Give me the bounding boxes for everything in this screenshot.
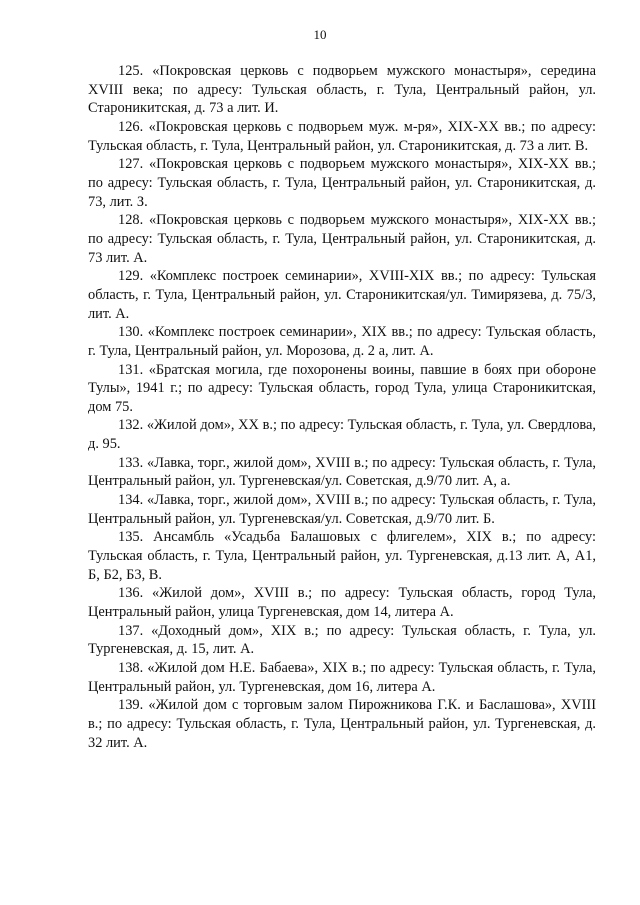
page-number: 10 [313,27,327,42]
list-item: 131. «Братская могила, где похоронены воины, павшие в боях при обороне Тулы», 1941 г.; по адресу: Тульская область, город Тула, улица Староникитская, дом 75. [88,361,596,415]
list-item: 129. «Комплекс построек семинарии», XVIII-XIX вв.; по адресу: Тульская область, г. Тула, Центральный район, ул. Староникитская/ул. Тимирязева, д. 75/3, лит. А. [88,268,596,322]
list-item: 139. «Жилой дом с торговым залом Пирожникова Г.К. и Баслашова», XVIII в.; по адресу: Тульская область, г. Тула, Центральный район, ул. Тургеневская, д. 32 лит. А. [88,697,596,751]
list-item: 128. «Покровская церковь с подворьем мужского монастыря», XIX-XX вв.; по адресу: Тульская область, г. Тула, Центральный район, ул. Староникитская, д. 73 лит. А. [88,212,596,266]
list-item: 137. «Доходный дом», XIX в.; по адресу: Тульская область, г. Тула, ул. Тургеневская, д. 15, лит. А. [88,622,596,658]
list-item: 138. «Жилой дом Н.Е. Бабаева», XIX в.; по адресу: Тульская область, г. Тула, Центральный район, ул. Тургеневская, дом 16, литера А. [88,660,596,695]
list-item: 125. «Покровская церковь с подворьем мужского монастыря», середина XVIII века; по адресу: Тульская область, г. Тула, Центральный район, ул. Староникитская, д. 73 а лит. И. [88,63,596,117]
list-item: 126. «Покровская церковь с подворьем муж. м-ря», XIX-XX вв.; по адресу: Тульская область, г. Тула, Центральный район, ул. Староникитская, д. 73 а лит. В. [88,118,596,154]
list-item: 135. Ансамбль «Усадьба Балашовых с флигелем», XIX в.; по адресу: Тульская область, г. Тула, Центральный район, ул. Тургеневская, д.13 лит. А, А1, Б, Б2, Б3, В. [88,529,596,583]
document-body [88,62,596,752]
list-item: 134. «Лавка, торг., жилой дом», XVIII в.; по адресу: Тульская область, г. Тула, Центральный район, ул. Тургеневская/ул. Советская, д.9/70 лит. Б. [88,492,596,527]
list-item: 136. «Жилой дом», XVIII в.; по адресу: Тульская область, город Тула, Центральный район, улица Тургеневская, дом 14, литера А. [88,585,596,621]
list-item: 130. «Комплекс построек семинарии», XIX вв.; по адресу: Тульская область, г. Тула, Центральный район, ул. Морозова, д. 2 а, лит. А. [88,324,596,359]
list-item: 127. «Покровская церковь с подворьем мужского монастыря», XIX-XX вв.; по адресу: Тульская область, г. Тула, Центральный район, ул. Староникитская, д. 73, лит. З. [88,156,596,210]
list-item: 133. «Лавка, торг., жилой дом», XVIII в.; по адресу: Тульская область, г. Тула, Центральный район, ул. Тургеневская/ул. Советская, д.9/70 лит. А, а. [88,454,596,490]
list-item: 132. «Жилой дом», XX в.; по адресу: Тульская область, г. Тула, ул. Свердлова, д. 95. [88,417,596,453]
